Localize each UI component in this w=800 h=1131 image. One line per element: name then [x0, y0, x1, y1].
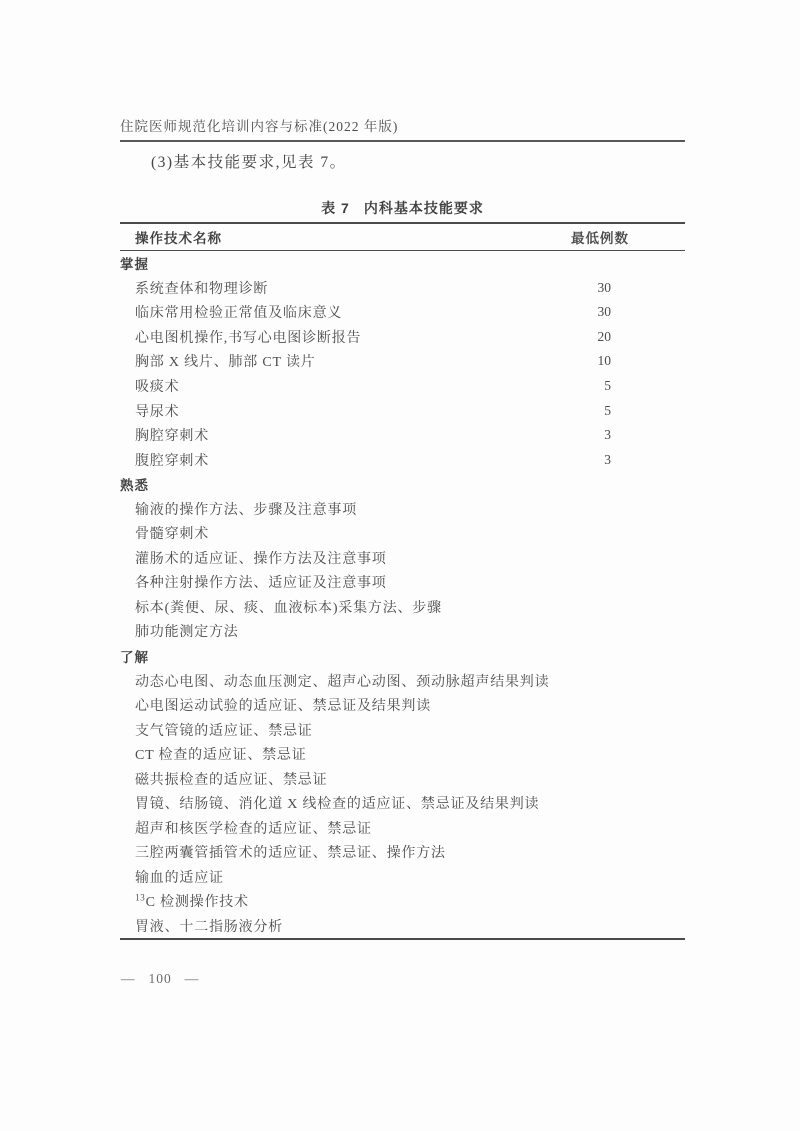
operation-name: $^{13}$C 检测操作技术 — [135, 892, 249, 911]
section-header-row — [120, 472, 685, 497]
operation-name: 骨髓穿刺术 — [135, 527, 209, 543]
table-row — [120, 423, 685, 448]
operation-name: 三腔两囊管插管术的适应证、禁忌证、操作方法 — [135, 846, 446, 862]
table-row — [120, 398, 685, 423]
column-header-min-cases: 最低例数 — [571, 231, 629, 246]
operation-name: 心电图运动试验的适应证、禁忌证及结果判读 — [135, 699, 431, 715]
section-header-row — [120, 251, 685, 276]
section-label: 熟悉 — [120, 478, 149, 494]
table-name-label: 内科基本技能要求 — [363, 200, 484, 216]
section-header-row — [120, 644, 685, 669]
table-row — [120, 668, 685, 693]
operation-name: 标本(粪便、尿、痰、血液标本)采集方法、步骤 — [135, 600, 442, 616]
table-row — [120, 914, 685, 939]
section-label: 了解 — [120, 650, 149, 666]
operation-name: 动态心电图、动态血压测定、超声心动图、颈动脉超声结果判读 — [135, 674, 550, 690]
table-header-row — [120, 224, 685, 251]
page-number: 100 — [148, 971, 172, 986]
footer-dash-left: — — [121, 971, 136, 986]
operation-name: 磁共振检查的适应证、禁忌证 — [135, 772, 328, 788]
table-row — [120, 865, 685, 890]
operation-name: 心电图机操作,书写心电图诊断报告 — [135, 330, 362, 346]
operation-name: 支气管镜的适应证、禁忌证 — [135, 723, 313, 739]
table-row — [120, 349, 685, 374]
operation-name: 肺功能测定方法 — [135, 625, 239, 641]
operation-name: 胃镜、结肠镜、消化道 X 线检查的适应证、禁忌证及结果判读 — [135, 797, 540, 813]
min-cases-value: 30 — [597, 279, 611, 295]
table-row — [120, 742, 685, 767]
table-row — [120, 276, 685, 301]
page-footer — [121, 971, 199, 987]
table-row — [120, 693, 685, 718]
table-row — [120, 521, 685, 546]
table-row — [120, 595, 685, 620]
operation-name: 腹腔穿刺术 — [135, 453, 209, 469]
operation-name: 灌肠术的适应证、操作方法及注意事项 — [135, 551, 387, 567]
skills-table — [120, 222, 685, 940]
operation-name: 胸腔穿刺术 — [135, 429, 209, 445]
intro-paragraph: (3)基本技能要求,见表 7。 — [151, 154, 347, 171]
operation-name: CT 检查的适应证、禁忌证 — [135, 748, 307, 764]
table-row — [120, 840, 685, 865]
min-cases-value: 10 — [597, 353, 611, 369]
table-row — [120, 300, 685, 325]
table-row — [120, 766, 685, 791]
table-row — [120, 447, 685, 472]
table-row — [120, 496, 685, 521]
running-header: 住院医师规范化培训内容与标准(2022 年版) — [120, 119, 399, 134]
table-row — [120, 717, 685, 742]
table-number-label: 表 7 — [321, 200, 350, 216]
footer-dash-right: — — [184, 971, 200, 986]
operation-name: 导尿术 — [135, 404, 180, 420]
min-cases-value: 3 — [604, 451, 611, 467]
min-cases-value: 3 — [604, 427, 611, 443]
table-row — [120, 889, 685, 914]
operation-name: 胸部 X 线片、肺部 CT 读片 — [135, 355, 316, 371]
table-title — [120, 198, 685, 218]
min-cases-value: 5 — [604, 378, 611, 393]
table-row — [120, 374, 685, 399]
operation-name: 临床常用检验正常值及临床意义 — [135, 306, 343, 322]
operation-name: 胃液、十二指肠液分析 — [135, 920, 283, 936]
table-row — [120, 619, 685, 644]
min-cases-value: 5 — [604, 402, 611, 418]
table-row — [120, 816, 685, 841]
table-row — [120, 546, 685, 571]
table-row — [120, 325, 685, 350]
operation-name: 输液的操作方法、步骤及注意事项 — [135, 502, 357, 518]
column-header-operation-name: 操作技术名称 — [135, 231, 222, 246]
header-rule — [120, 140, 685, 142]
table-body — [120, 251, 685, 938]
section-label: 掌握 — [120, 257, 149, 273]
operation-name: 各种注射操作方法、适应证及注意事项 — [135, 576, 387, 592]
min-cases-value: 20 — [597, 328, 611, 344]
operation-name: 输血的适应证 — [135, 870, 224, 886]
table-row — [120, 570, 685, 595]
operation-name: 系统查体和物理诊断 — [135, 281, 269, 297]
operation-name: 吸痰术 — [135, 380, 180, 395]
min-cases-value: 30 — [597, 304, 611, 320]
operation-name: 超声和核医学检查的适应证、禁忌证 — [135, 821, 372, 837]
table-row — [120, 791, 685, 816]
